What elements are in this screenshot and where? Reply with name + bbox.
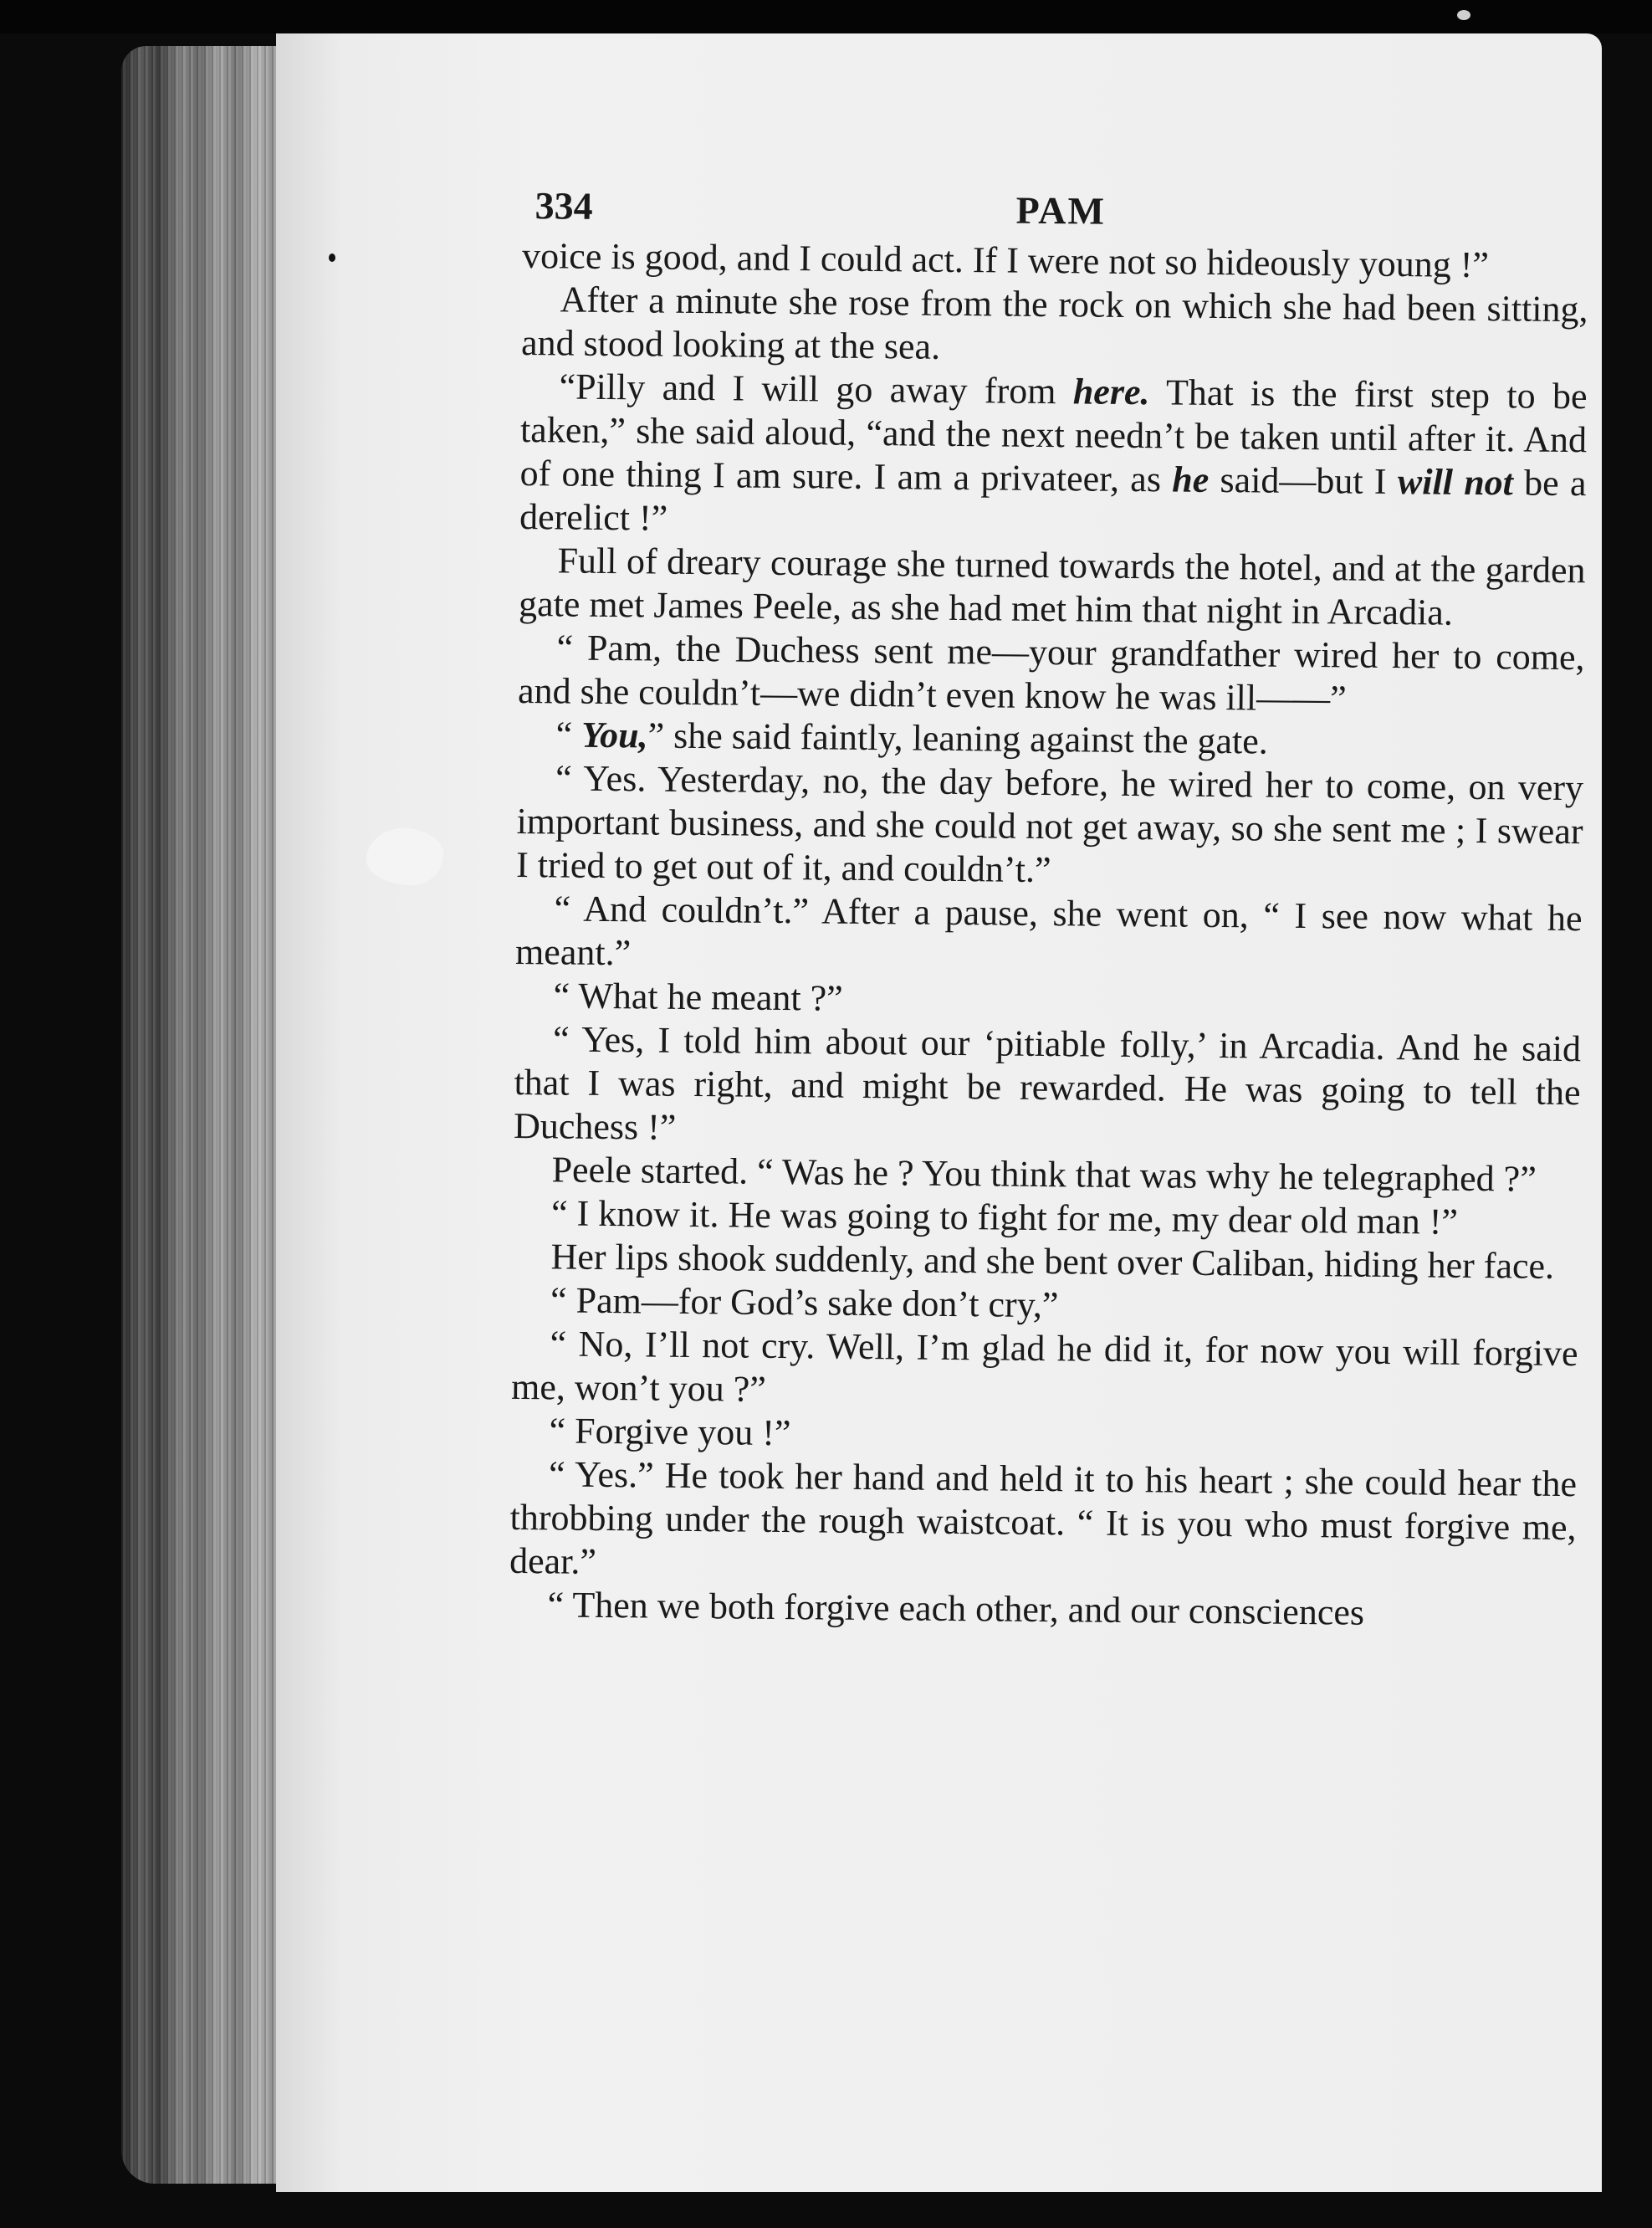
text-segment: be a derelict !”	[519, 462, 1587, 539]
emphasized-text: he	[1172, 458, 1210, 500]
text-segment: voice is good, and I could act. If I were not so hideously young !”	[521, 234, 1490, 286]
paragraph	[511, 1322, 1578, 1419]
text-segment: “ No, I’ll not cry. Well, I’m glad he did it, for now you will forgive me, won’t you ?”	[510, 1323, 1578, 1410]
emphasized-text: You,	[581, 714, 648, 756]
scan-top-border	[0, 0, 1652, 33]
torn-paper-mark	[366, 828, 443, 885]
text-segment: “	[555, 714, 582, 755]
text-segment: Full of dreary courage she turned towards the hotel, and at the garden gate met James Peele, as she had met him that night in Arcadia.	[518, 540, 1586, 633]
paragraph	[509, 1452, 1577, 1593]
text-segment: “ I know it. He was going to fight for me, my dear old man !”	[550, 1192, 1459, 1242]
page-header	[522, 176, 1589, 244]
text-segment: Peele started. “ Was he ? You think that was why he telegraphed ?”	[551, 1149, 1537, 1200]
paragraph	[515, 887, 1583, 984]
text-segment: “ Pam, the Duchess sent me—your grandfather wired her to come, and she couldn’t—we didn’t even know he was ill——”	[517, 627, 1585, 720]
page-number: 334	[534, 184, 593, 228]
text-segment: That is the first step to be taken,” she said aloud, “and the next needn’t be taken until after it. And of one thing I am sure. I am a privateer, as	[519, 371, 1588, 500]
text-segment: Her lips shook suddenly, and she bent over Caliban, hiding her face.	[550, 1236, 1555, 1287]
paragraph	[514, 1017, 1581, 1158]
emphasized-text: here.	[1072, 371, 1150, 413]
text-segment: “ What he meant ?”	[553, 975, 843, 1019]
body-text	[509, 234, 1588, 1636]
paragraph	[521, 278, 1588, 375]
text-segment: ” she said faintly, leaning against the gate.	[647, 714, 1269, 762]
paragraph	[518, 626, 1585, 723]
text-segment: “ Then we both forgive each other, and our consciences	[547, 1584, 1365, 1633]
paragraph	[519, 539, 1586, 636]
running-head: PAM	[1015, 188, 1107, 233]
page-text	[509, 176, 1589, 1636]
text-segment: “ Forgive you !”	[549, 1410, 791, 1454]
text-segment: “ Yes.” He took her hand and held it to his heart ; she could hear the throbbing under the rough waistcoat. “ It is you who must forgive me, dear.”	[509, 1453, 1578, 1582]
paragraph	[519, 365, 1588, 549]
text-segment: “ Yes, I told him about our ‘pitiable folly,’ in Arcadia. And he said that I was right, and might be rewarded. He was going to tell the Duchess !”	[513, 1018, 1582, 1148]
emphasized-text: will not	[1397, 461, 1514, 504]
text-segment: “Pilly and I will go away from	[559, 366, 1074, 412]
text-segment: said—but I	[1209, 458, 1399, 503]
ink-speck	[329, 254, 335, 262]
text-segment: “ Pam—for God’s sake don’t cry,”	[550, 1279, 1059, 1326]
text-segment: “ And couldn’t.” After a pause, she went on, “ I see now what he meant.”	[514, 888, 1583, 974]
text-segment: After a minute she rose from the rock on which she had been sitting, and stood looking at the sea.	[520, 279, 1588, 367]
text-segment: “ Yes. Yesterday, no, the day before, he wired her to come, on very important business, and she could not get away, so she sent me ; I swear I tried to get out of it, and couldn’t.”	[515, 757, 1584, 891]
scan-speck	[1457, 10, 1470, 20]
paragraph	[516, 756, 1583, 897]
